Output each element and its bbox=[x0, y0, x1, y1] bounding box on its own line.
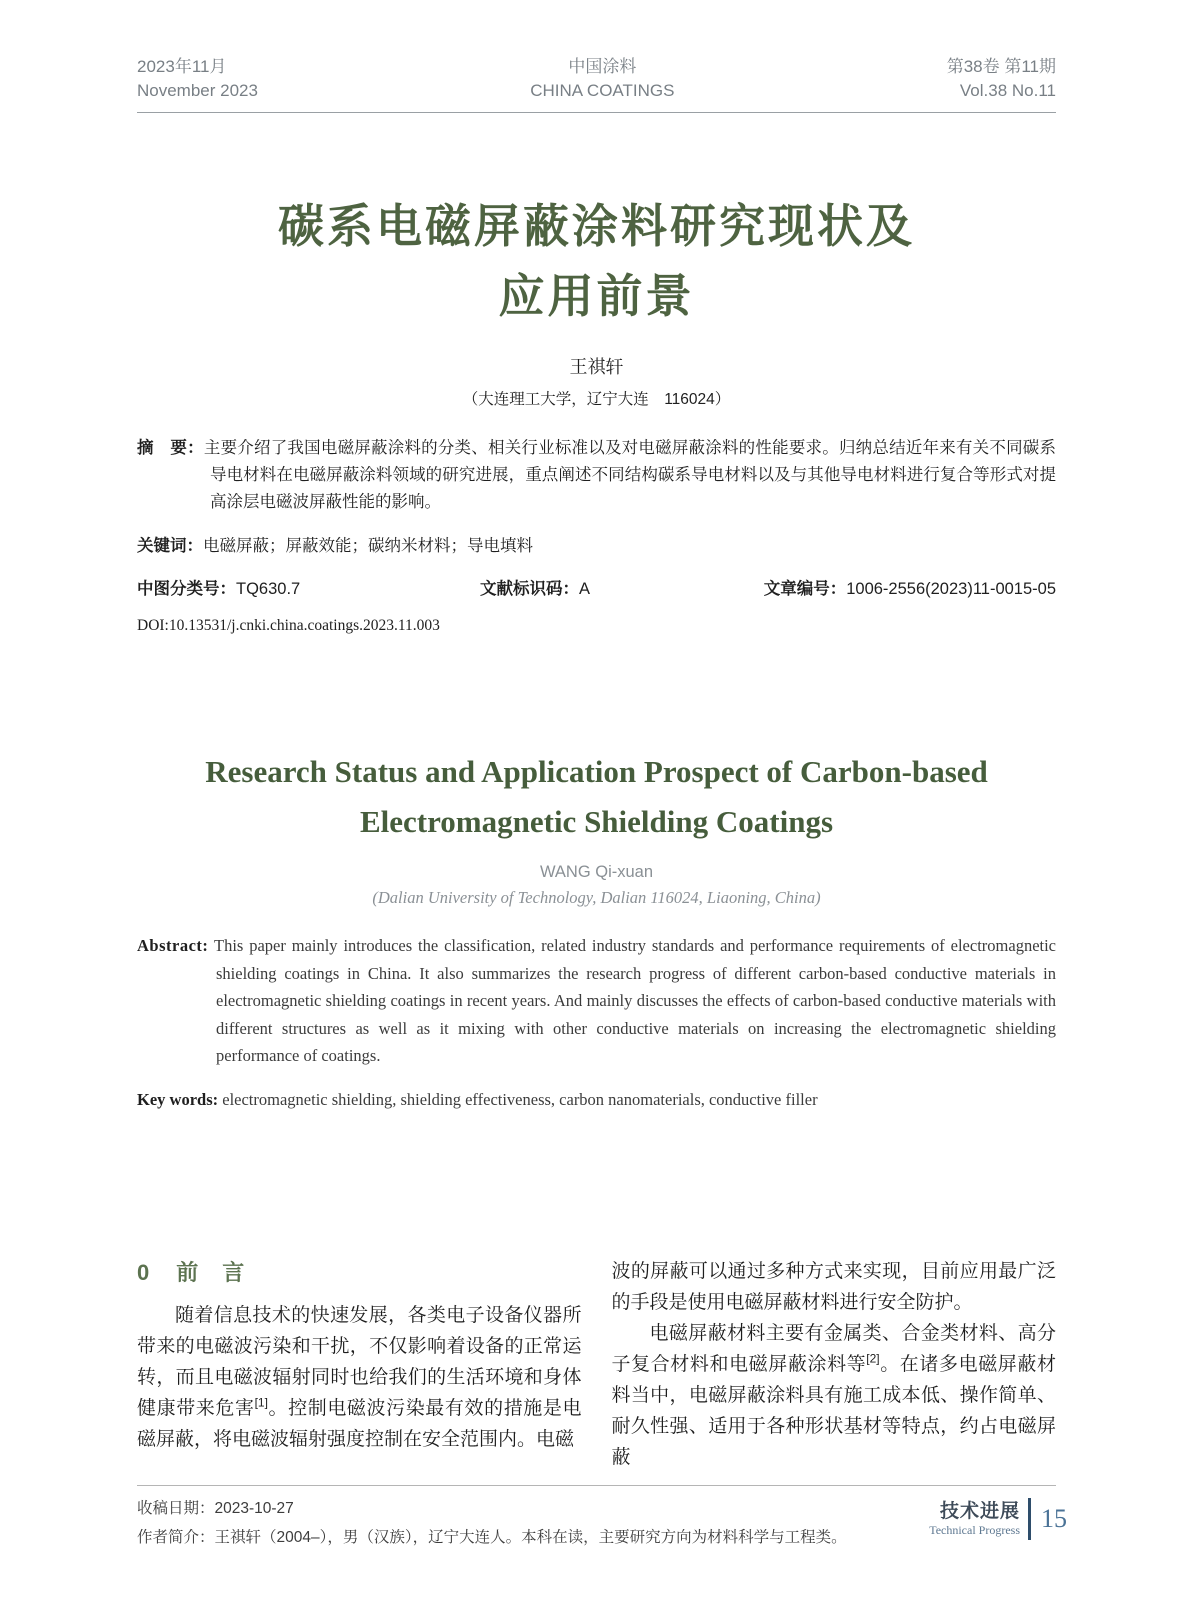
article-title-en bbox=[137, 747, 1056, 847]
issue-en: Vol.38 No.11 bbox=[959, 81, 1056, 100]
header-issue bbox=[947, 55, 1056, 103]
header-date-en: November 2023 bbox=[137, 81, 258, 100]
citation-ref-1: [1] bbox=[254, 1395, 268, 1410]
footer-section bbox=[929, 1501, 1028, 1538]
body-paragraph-2 bbox=[612, 1318, 1057, 1473]
document-code bbox=[480, 576, 590, 603]
footnotes bbox=[137, 1494, 1056, 1552]
section-heading-0 bbox=[137, 1258, 582, 1288]
header-journal-name bbox=[530, 55, 674, 103]
body-paragraph-1-continued: 波的屏蔽可以通过多种方式来实现，目前应用最广泛的手段是使用电磁屏蔽材料进行安全防护。 bbox=[611, 1260, 1056, 1313]
clc-value: TQ630.7 bbox=[236, 580, 301, 598]
clc-number bbox=[137, 580, 300, 598]
abstract-en-text: This paper mainly introduces the classification, related industry standards and performance requirements of electromagnetic shielding coatings in China. It also summarizes the research progress of different carbon-based conductive materials in electromagnetic shielding coatings in recent years. And mainly discusses the effects of carbon-based conductive materials with different structures as well as it mixing with other conductive materials on increasing the electromagnetic shielding performance of coatings. bbox=[214, 936, 1057, 1065]
article-id-value: 1006-2556(2023)11-0015-05 bbox=[846, 580, 1056, 598]
keywords-en-label: Key words: bbox=[137, 1090, 219, 1109]
keywords-cn bbox=[137, 533, 1056, 560]
section-number: 0 bbox=[137, 1259, 151, 1285]
title-en-line1: Research Status and Application Prospect of Carbon-based bbox=[205, 754, 988, 789]
article-id bbox=[764, 576, 1056, 603]
body-columns bbox=[137, 1256, 1056, 1473]
author-en: WANG Qi-xuan bbox=[539, 863, 654, 881]
paragraph-text: 。在诸多电磁屏蔽材料当中，电磁屏蔽涂料具有施工成本低、操作简单、耐久性强、适用于各种形状基材等特点，约占电磁屏蔽 bbox=[611, 1353, 1056, 1468]
article-title-cn bbox=[137, 191, 1056, 331]
keywords-cn-label: 关键词： bbox=[137, 536, 203, 555]
author-cn: 王祺轩 bbox=[569, 357, 624, 377]
page-number: 15 bbox=[1041, 1504, 1067, 1533]
page-footer bbox=[929, 1498, 1067, 1540]
header-date-cn: 2023年11月 bbox=[137, 57, 227, 76]
document-code-label: 文献标识码： bbox=[480, 580, 579, 598]
affiliation-en: (Dalian University of Technology, Dalian 116024, Liaoning, China) bbox=[372, 888, 821, 907]
section-title: 前 言 bbox=[176, 1259, 246, 1285]
doi: DOI:10.13531/j.cnki.china.coatings.2023.11.003 bbox=[137, 617, 440, 634]
citation-ref-2: [2] bbox=[866, 1351, 880, 1366]
classification-row bbox=[137, 576, 1056, 603]
paragraph-text: 电磁屏蔽材料主要有金属类、合金类材料、高分子复合材料和电磁屏蔽涂料等 bbox=[611, 1322, 1056, 1375]
header-date bbox=[137, 55, 258, 103]
clc-label: 中图分类号： bbox=[137, 580, 236, 598]
author-bio: 作者简介：王祺轩（2004–），男（汉族），辽宁大连人。本科在读，主要研究方向为材料科学与工程类。 bbox=[137, 1528, 847, 1546]
document-code-value: A bbox=[579, 580, 591, 598]
left-column bbox=[137, 1256, 582, 1473]
header-divider bbox=[137, 112, 1056, 113]
abstract-cn bbox=[137, 435, 1056, 516]
abstract-en-label: Abstract: bbox=[137, 936, 209, 955]
footer-section-en: Technical Progress bbox=[929, 1522, 1020, 1537]
journal-header bbox=[137, 55, 1056, 103]
received-date: 收稿日期：2023-10-27 bbox=[137, 1499, 294, 1517]
title-cn-line2: 应用前景 bbox=[498, 270, 695, 322]
abstract-cn-label: 摘 要： bbox=[137, 439, 204, 457]
journal-name-en: CHINA COATINGS bbox=[530, 81, 675, 100]
keywords-en-text: electromagnetic shielding, shielding effectiveness, carbon nanomaterials, conductive filler bbox=[222, 1090, 818, 1109]
issue-cn: 第38卷 第11期 bbox=[946, 57, 1056, 76]
keywords-cn-text: 电磁屏蔽；屏蔽效能；碳纳米材料；导电填料 bbox=[203, 536, 533, 555]
article-id-label: 文章编号： bbox=[763, 580, 847, 598]
abstract-cn-text: 主要介绍了我国电磁屏蔽涂料的分类、相关行业标准以及对电磁屏蔽涂料的性能要求。归纳总结近年来有关不同碳系导电材料在电磁屏蔽涂料领域的研究进展，重点阐述不同结构碳系导电材料以及与其他导电材料进行复合等形式对提高涂层电磁波屏蔽性能的影响。 bbox=[203, 439, 1057, 511]
abstract-en bbox=[137, 932, 1056, 1070]
affiliation-cn: （大连理工大学，辽宁大连 116024） bbox=[462, 391, 731, 408]
journal-name-cn: 中国涂料 bbox=[568, 57, 637, 76]
keywords-en bbox=[137, 1086, 1056, 1114]
footer-section-cn: 技术进展 bbox=[939, 1500, 1020, 1522]
paragraph-text: 。控制电磁波污染最有效的措施是电磁屏蔽，将电磁波辐射强度控制在安全范围内。电磁 bbox=[137, 1397, 582, 1450]
footnote-divider bbox=[137, 1485, 1056, 1486]
paragraph-text: 随着信息技术的快速发展，各类电子设备仪器所带来的电磁波污染和干扰，不仅影响着设备的正常运转，而且电磁波辐射同时也给我们的生活环境和身体健康带来危害 bbox=[137, 1304, 582, 1419]
title-en-line2: Electromagnetic Shielding Coatings bbox=[359, 804, 834, 839]
title-cn-line1: 碳系电磁屏蔽涂料研究现状及 bbox=[278, 200, 915, 252]
body-paragraph-1 bbox=[137, 1300, 582, 1455]
right-column bbox=[612, 1256, 1057, 1473]
